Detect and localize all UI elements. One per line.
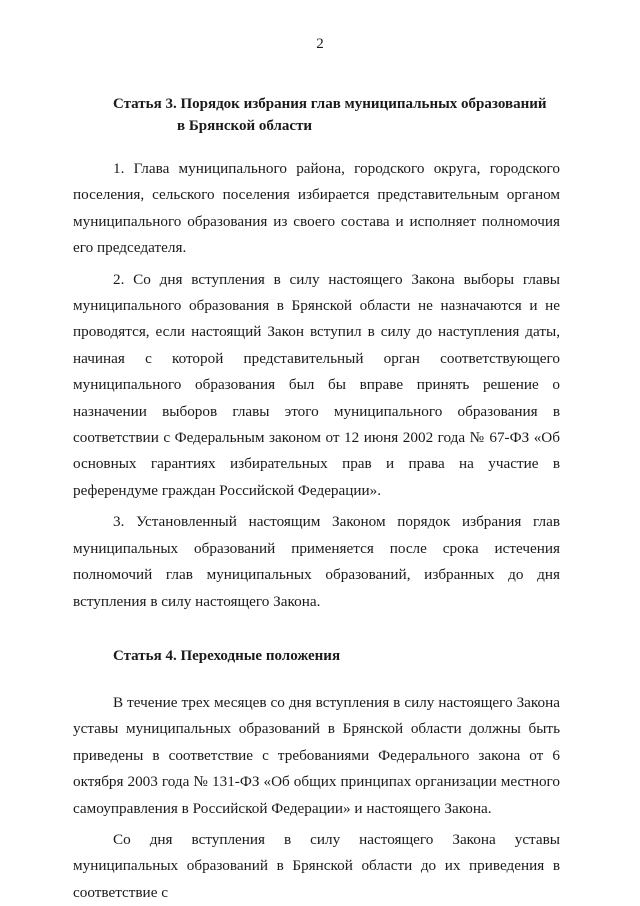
article-3-paragraph-1: 1. Глава муниципального района, городского округа, городского поселения, сельского поселения избирается представительным органом муниципального образования из своего состава и исполняет полномочия его председателя.	[73, 160, 560, 257]
document-body	[73, 93, 560, 906]
article-3-paragraph-3: 3. Установленный настоящим Законом порядок избрания глав муниципальных образований применяется после срока истечения полномочий глав муниципальных образований, избранных до дня вступления в силу настоящего Закона.	[73, 513, 560, 610]
article-4-paragraph-1: В течение трех месяцев со дня вступления в силу настоящего Закона уставы муниципальных образований в Брянской области должны быть приведены в соответствие с требованиями Федерального закона от 6 октября 2003 года № 131-ФЗ «Об общих принципах организации местного самоуправления в Российской Федерации» и настоящего Закона.	[73, 693, 560, 817]
article-3-paragraph-2: 2. Со дня вступления в силу настоящего Закона выборы главы муниципального образования в Брянской области не назначаются и не проводятся, если настоящий Закон вступил в силу до наступления даты, начиная с которой представительный орган соответствующего муниципального образования был бы вправе принять решение о назначении выборов главы этого муниципального образования в соответствии с Федеральным законом от 12 июня 2002 года № 67-ФЗ «Об основных гарантиях избирательных прав и права на участие в референдуме граждан Российской Федерации».	[73, 270, 560, 499]
article-3-heading-line2: в Брянской области	[177, 118, 313, 134]
article-4-heading: Статья 4. Переходные положения	[113, 647, 341, 664]
article-4-paragraph-2: Со дня вступления в силу настоящего Закона уставы муниципальных образований в Брянской области до их приведения в соответствие с	[73, 830, 560, 901]
article-3-heading-line1: Статья 3. Порядок избрания глав муниципальных образований	[113, 96, 547, 112]
article-3-heading	[73, 93, 560, 137]
page-number: 2	[316, 36, 324, 52]
